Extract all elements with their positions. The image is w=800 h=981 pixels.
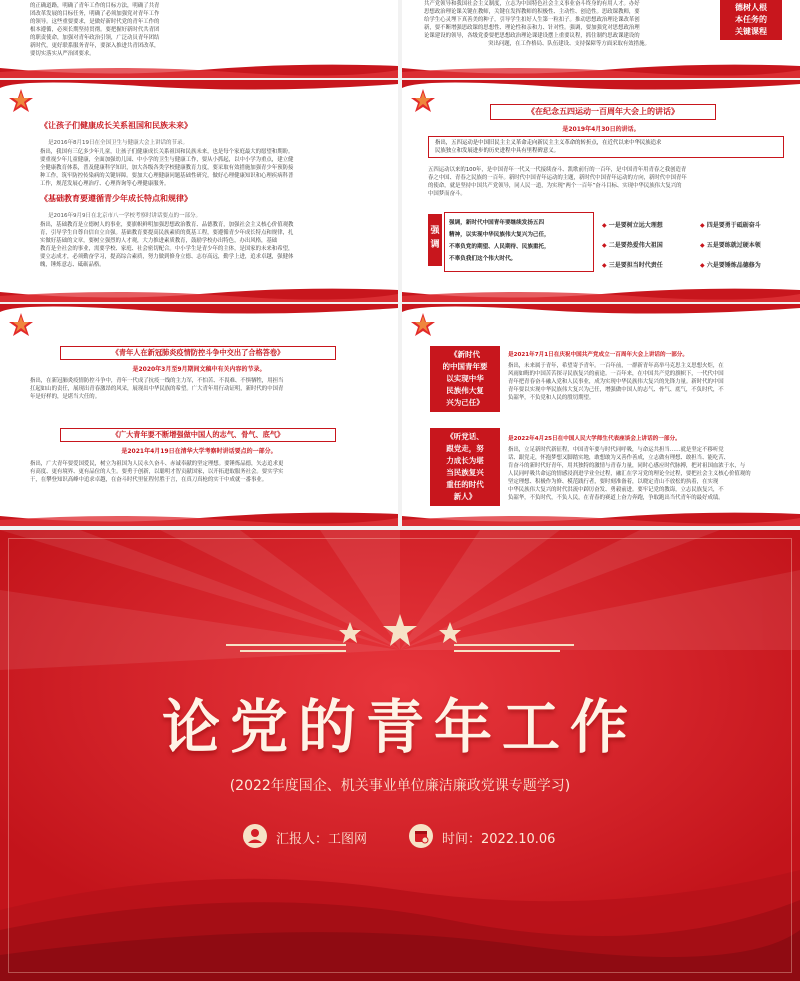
reporter-label: 汇报人：工图网 [276,832,368,847]
tag-char: 强 [430,226,440,236]
text-line: 新时代，更好联系服务青年，要深入推进共青团改革， [30,43,160,49]
time-label: 时间：2022.10.06 [442,832,556,847]
text-line: 要重视少年儿童健康，全面加强幼儿园、中小学的卫生与健康工作，要从小抓起，以中小学为重点，建立健 [40,157,294,163]
text-line: 全健康教育体系，普及健康科学知识，加大各级各类学校健康教育力度，要采取有效措施加强青少年预防接 [40,165,294,171]
section-heading: 《基础教育要遵循青少年成长特点和规律》 [40,194,192,203]
star-icon [410,312,436,338]
tag-line: 力成长为堪 [446,456,484,465]
slide-health-education [0,80,398,302]
section-paragraph [40,148,380,188]
tag-line: 德树人根 [735,3,767,12]
section-paragraph [508,362,788,402]
slide-continuation-right [402,0,800,78]
text-line: 思想政治理论课关键在教师，关键在发挥教师的积极性、主动性、创造性。思政课教师，要 [424,9,640,15]
text-line: 肯奋斗的新时代好青年，用其独特的激情与青春力量，同时心感应时代脉搏，把对祖国血浓于水，与 [508,463,746,469]
speech-date: 是2022年4月25日在中国人民大学师生代表座谈会上讲话的一部分。 [508,436,681,442]
tag-line: 《听党话、 [446,432,484,441]
section-paragraph [30,377,380,401]
text-line: 突出问题，在工作格局、队伍建设、支持保障等方面采取有效措施。 [488,41,650,47]
slide-continuation-left [0,0,398,78]
slide1-text [30,2,230,58]
text-line: 实做好基础的文章，要树立强烈的人才观，大力推进素质教育，鼓励学校办出特色，办出风格，基础 [40,238,278,244]
slide-may-fourth-speech [402,80,800,302]
text-line: 中国梦而奋斗。 [428,191,466,197]
text-line: 话、跟党走，怀抱梦想又脚踏实地，敢想敢为又善作善成，立志做有理想、敢担当、能吃苦、 [508,455,730,461]
tag-line: 跟党走，努 [446,444,484,453]
list-item: ◆ 二是要热爱伟大祖国 [602,242,663,249]
text-line: 指出，我国有三亿多少年儿童，让孩子们健康成长关系祖国和民族未来，也是每个家庭最大的愿望和期盼。 [40,149,294,155]
list-item: ◆ 三是要担当时代责任 [602,262,663,269]
text-line: 强调，新时代中国青年要继续发扬五四 [449,220,545,226]
text-line: 团改革发展的目标任务，明确了必须加强党对青年工作 [30,11,160,17]
text-line: 指出，基础教育是立德树人的事业，要旗帜鲜明加强思想政治教育、品德教育，加强社会主义核心价值观教 [40,222,294,228]
tag-line: 兴为己任》 [446,398,484,407]
star-icon [8,312,34,338]
speech-date: 是2021年4月19日在清华大学考察时讲话要点的一部分。 [121,448,277,455]
red-wave-decoration [402,284,800,302]
slide2-text [424,0,714,48]
speech-title-banner: 《青年人在新冠肺炎疫情防控斗争中交出了合格答卷》 [60,346,336,360]
speech-title-banner: 《广大青年要不断增强做中国人的志气、骨气、底气》 [60,428,336,442]
speech-date: 是2021年7月1日在庆祝中国共产党成立一百周年大会上讲话的一部分。 [508,352,688,358]
tag-char: 调 [430,240,440,250]
decorative-line [240,650,346,652]
list-item: ◆ 四是要勇于砥砺奋斗 [700,222,761,229]
speech-tag [430,346,500,412]
text-line: 负韶华，不负党和人民的殷切期望。 [508,395,595,401]
section-paragraph [40,221,380,269]
text-line: 的领导。这些重要要求，是做好新时代党的青年工作的 [30,19,160,25]
star-icon [8,88,34,114]
red-wave-top [0,304,398,320]
red-wave-top [0,80,398,96]
red-wave-decoration [402,60,800,78]
tag-line: 重任的时代 [446,480,484,489]
section-paragraph [508,446,788,502]
text-line: 论课建设的领导，各级党委要把思想政治理论课建设摆上重要议程，抓住制约思政课建设的 [424,33,640,39]
text-line: 指出，在新冠肺炎疫情防控斗争中，青年一代成了抗疫一线的主力军，不怕苦、不畏难、不惧牺牲，用担当 [30,378,284,384]
text-line: 要切实落实从严治团要求。 [30,51,95,57]
text-line: 春之中国、青春之民族的一百年。新时代中国青年运动的主题，新时代中国青年运动的方向，新时代中国青年 [428,175,687,181]
text-line: 魄，锤炼意志、砥砺品格。 [40,262,105,268]
tag-line: 民族伟大复 [446,386,484,395]
decorative-line [454,650,560,652]
section-note: 是2016年8月19日在全国卫生与健康大会上讲话的节录。 [48,140,188,146]
star-icon [410,88,436,114]
highlight-box [428,136,784,158]
emphasis-box [444,212,594,272]
speech-title-banner: 《在纪念五四运动一百周年大会上的讲话》 [490,104,716,120]
tag-line: 关键课程 [735,27,767,36]
text-line: 新，要不断增强思政课的思想性、理论性和亲和力、针对性。强调，要加强党对思想政治理 [424,25,640,31]
cover-subtitle: (2022年度国企、机关事业单位廉洁廉政党课专题学习) [229,778,571,794]
section-paragraph [428,166,784,198]
text-line: 风雨如晦的中国苦苦探寻民族复兴的前途。一百年来，在中国共产党的旗帜下，一代代中国 [508,371,724,377]
list-item: ◆ 六是要锤炼品德修为 [700,262,761,269]
cover-title: 论党的青年工作 [161,693,638,761]
section-note: 是2016年9月9日在北京市八一学校考察时讲话要点的一部分。 [48,213,201,219]
tag-line: 以实现中华 [446,374,484,383]
text-line: 共产党领导和我国社会主义制度，立志为中国特色社会主义事业奋斗终身的有用人才。办好 [424,1,640,7]
tag-line: 《新时代 [450,350,480,359]
decorative-line [226,644,346,646]
red-wave-top [402,304,800,320]
list-item: ◆ 五是要练就过硬本领 [700,242,761,249]
text-line: 青年要以实现中华民族伟大复兴为己任，增强做中国人的志气、骨气、底气，不负时代，不 [508,387,724,393]
speech-tag [430,428,500,506]
text-line: 指出，未来属于青年，希望寄予青年。一百年前，一群新青年高举马克思主义思想火炬，在 [508,363,724,369]
text-line: 干，在攀登知识高峰中追求卓越，在奋斗时代里征程付胜于言，在真刀真枪的实干中成就一番事业。 [30,477,268,483]
text-line: 民族独立和发展进步的历史进程中具有里程碑意义。 [435,148,559,154]
text-line: 给学生心灵埋下真善美的种子，引导学生扣好人生第一粒扣子。推动思想政治理论课改革创 [424,17,640,23]
text-line: 扛起如山的责任，展现出青春激昂的风采，展现出中华民族的希望。广大青年用行动证明，新时代的中国青 [30,386,284,392]
text-line: 指出，广大青年要爱国爱民，树立为祖国为人民永久奋斗、赤诚奉献的坚定理想。要锤炼品德，矢志追求更 [30,461,284,467]
key-course-tag [720,0,782,40]
emphasis-tag [428,214,442,266]
slide-new-era-youth [402,304,800,526]
text-line: 指出，五四运动是中国旧民主主义革命走向新民主主义革命的转折点，在近代以来中华民族追求 [435,140,662,146]
text-line: 要立志成才，必须勤奋学习，提高综合素质，努力做到修身立德、志存高远，勤学上进，追求卓越，强健体 [40,254,294,260]
red-wave-top [402,80,800,96]
text-line: 育，引导学生自尊自信自立自强。基础教育要提高民族素质的奠基工程，要遵循青少年成长特点和规律，扎 [40,230,294,236]
text-line: 根本遵循，必须长期坚持贯彻。要把握好新时代共青团 [30,27,160,33]
decorative-line [454,644,574,646]
three-stars-icon [330,612,470,656]
text-line: 有高度、更有境界、更有品位的人生。要勇于创新，以聪明才智贡献国家，以开拓进取服务社会。要实学实 [30,469,284,475]
user-icon [242,823,268,849]
tag-line: 新人》 [453,492,477,501]
text-line: 种工作，筑牢防控传染病的关键屏障。要加大心理健康问题基础性研究，做好心理健康知识和心理疾病科普 [40,173,294,179]
calendar-icon [408,823,434,849]
text-line: 精神，以实现中华民族伟大复兴为己任， [449,232,550,238]
text-line: 人民同呼吸共命运的情感浸润进学业全过程，融汇在学习党的理论全过程，要把社会主义核心价值观的 [508,471,751,477]
tag-line: 当民族复兴 [446,468,484,477]
red-wave-decoration [0,508,398,526]
text-line: 指出，立足新时代新征程，中国青年要与时代同呼吸，与命运共担当……就是坚定不移听党 [508,447,724,453]
text-line: 的职责使命，加强对青年政治引领，广泛动员青年团结 [30,35,160,41]
red-wave-decoration [0,284,398,302]
text-line: 负韶华，不负时代，不负人民，在青春的赛道上奋力奔跑，争取跑出当代青年的最好成绩。 [508,495,724,501]
list-item: ◆ 一是要树立远大理想 [602,222,663,229]
speech-date: 是2020年3月至9月期间文稿中有关内容的节录。 [132,366,266,373]
tag-line: 的中国青年要 [442,362,488,371]
tag-line: 本任务的 [735,15,767,24]
section-heading: 《让孩子们健康成长关系祖国和民族未来》 [40,121,192,130]
section-paragraph [30,460,380,484]
red-wave-decoration [0,60,398,78]
text-line: 青年把青春奋斗融入党和人民事业，成为实现中华民族伟大复兴的先锋力量。新时代的中国 [508,379,724,385]
text-line: 年是好样的，是堪当大任的。 [30,394,101,400]
text-line: 不辜负党的期望、人民期待、民族重托， [449,244,550,250]
text-line: 坚定理想、积极作为修、模范践行者，要时刻准备着，以晓定青山不放松的执着，在实现 [508,479,719,485]
text-line: 教育是全社会的事业，需要学校、家庭、社会密切配合。中小学生是青少年的主体，是国家的未来和希望， [40,246,294,252]
text-line: 五四运动以来的100年，是中国青年一代又一代接续奋斗、凯歌前行的一百年，是中国青年用青春之我创造青 [428,167,687,173]
red-wave-decoration [402,508,800,526]
text-line: 工作，规范发展心理治疗、心理咨询等心理健康服务。 [40,181,170,187]
text-line: 的正确道路，明确了青年工作的目标方法，明确了共青 [30,3,160,9]
slide-pandemic-youth [0,304,398,526]
text-line: 中华民族伟大复兴的时代洪流中踔厉奋发、勇毅前进。要牢记党的教诲，立志民族复兴，不 [508,487,724,493]
text-line: 不辜负我们这个伟大时代。 [449,256,517,262]
text-line: 的使命，就是坚持中国共产党领导，同人民一道，为实现“两个一百年”奋斗目标、实现中华民族伟大复兴的 [428,183,682,189]
speech-date: 是2019年4月30日的讲话。 [562,126,640,133]
